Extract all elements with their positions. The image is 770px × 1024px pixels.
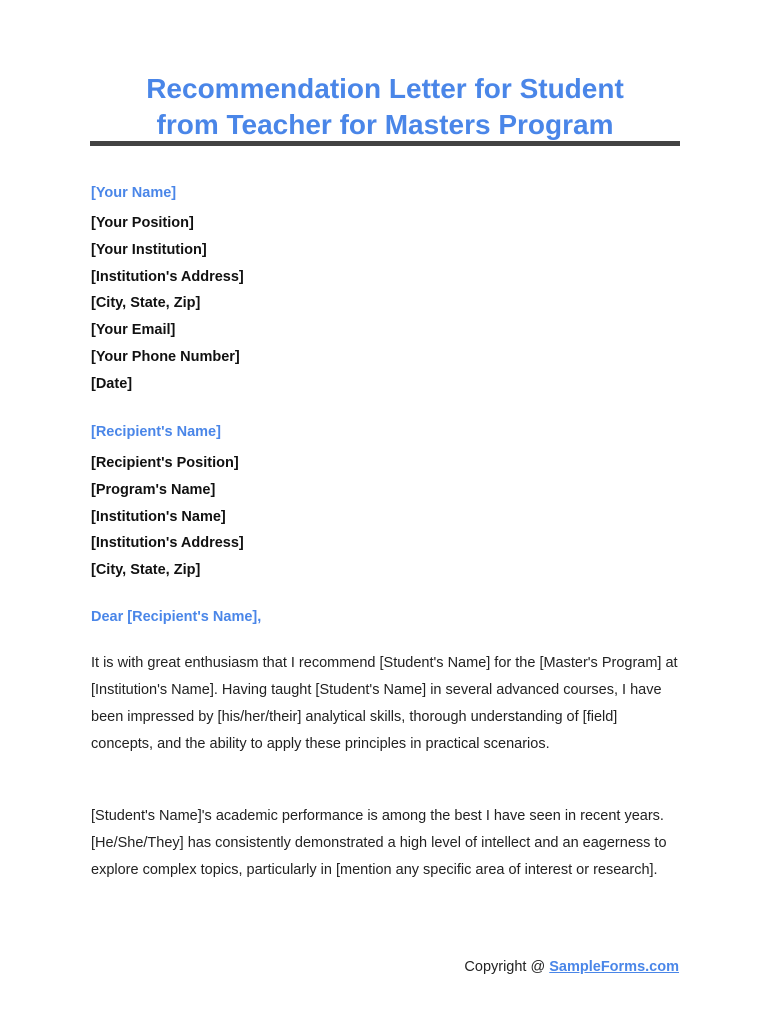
body-paragraph-1: It is with great enthusiasm that I recommend [Student's Name] for the [Master's Program] at [Institution's Name]. Having taught [Student's Name] in several advanced courses, I have been impressed by [his/her/their] analytical skills, thorough understanding of [field] concepts, and the ability to apply these principles in practical scenarios. [91,655,678,752]
title-line-1: Recommendation Letter for Student [146,73,624,104]
letter-date: [Date] [91,375,133,392]
document-title [90,71,680,143]
sender-email: [Your Email] [91,322,176,339]
copyright-text: Copyright @ [464,959,550,975]
recipient-city-state-zip: [City, State, Zip] [91,562,201,579]
recipient-name: [Recipient's Name] [91,424,221,440]
recipient-program: [Program's Name] [91,481,216,498]
title-line-2: from Teacher for Masters Program [156,109,614,140]
sender-name: [Your Name] [91,185,177,201]
sender-position: [Your Position] [91,215,194,231]
salutation: Dear [Recipient's Name], [91,609,262,625]
sender-phone: [Your Phone Number] [91,348,240,365]
recipient-institution: [Institution's Name] [91,508,226,525]
recipient-position: [Recipient's Position] [91,455,239,471]
sender-city-state-zip: [City, State, Zip] [91,295,201,312]
copyright-footer [464,957,679,977]
title-divider [90,141,680,146]
sender-institution-address: [Institution's Address] [91,268,244,285]
recipient-institution-address: [Institution's Address] [91,535,244,552]
sender-address-block [91,210,244,398]
sender-institution: [Your Institution] [91,241,207,258]
recipient-address-block [91,450,244,584]
brand-link[interactable]: SampleForms.com [549,959,679,975]
body-paragraph-2: [Student's Name]'s academic performance is among the best I have seen in recent years. [He/She/They] has consistently demonstrated a high level of intellect and an eagerness to explore complex topics, particularly in [mention any specific area of interest or research]. [91,808,667,878]
